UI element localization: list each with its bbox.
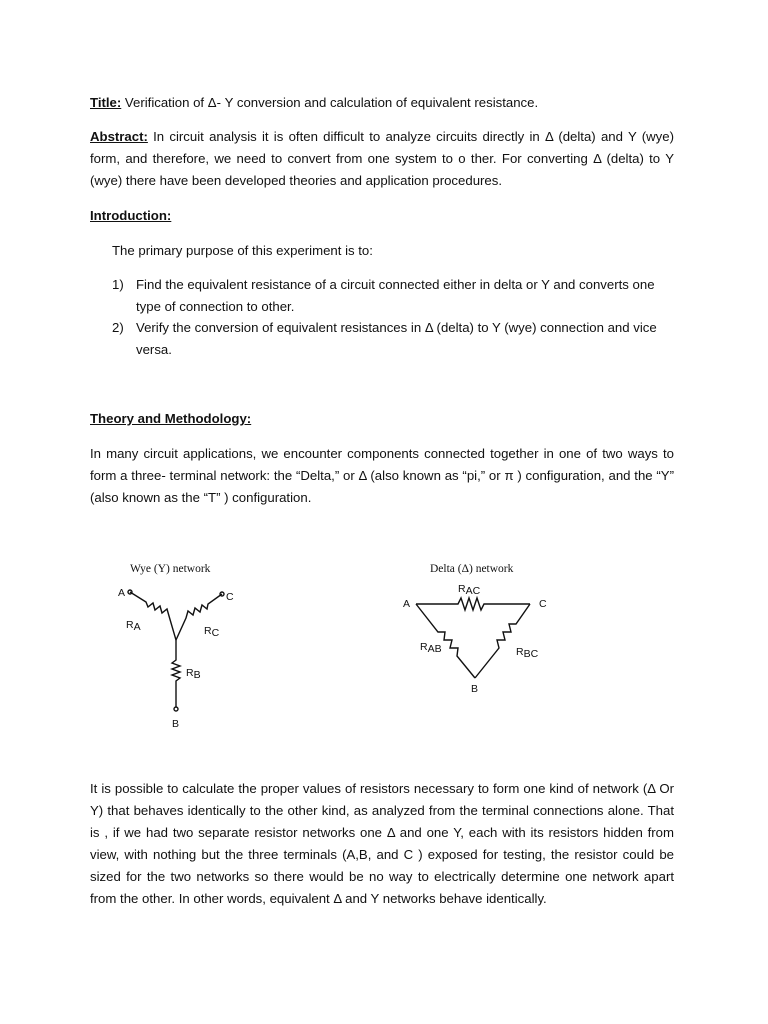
wye-label-ra: RA <box>126 619 141 633</box>
theory-paragraph-2: It is possible to calculate the proper values of resistors necessary to form one kind of network (Δ Or Y) that behaves identically to the other kind, as analyzed from the terminal connections alone. That is , if we had two separate resistor networks one Δ and one Y, each with its resistors hidden from view, with nothing but the three terminals (A,B, and C ) exposed for testing, the resistor could be sized for the two networks so there would be no way to electrically determine one network apart from the other. In other words, equivalent Δ and Y networks behave identically. <box>90 781 674 906</box>
delta-label-rac: RAC <box>458 583 481 597</box>
circuit-figure <box>108 552 548 732</box>
list-item-number: 2) <box>112 320 124 335</box>
introduction-lead: The primary purpose of this experiment is to: <box>112 243 373 258</box>
title-label: Title: <box>90 95 122 110</box>
wye-label-rc: RC <box>204 625 220 639</box>
abstract-paragraph <box>90 126 674 192</box>
wye-terminal-c: C <box>226 591 234 603</box>
delta-terminal-b: B <box>471 683 479 695</box>
delta-terminal-c: C <box>539 598 547 610</box>
delta-label-rab: RAB <box>420 641 442 655</box>
wye-caption: Wye (Y) network <box>130 563 211 575</box>
theory-paragraph-1: In many circuit applications, we encounter components connected together in one of two ways to form a three- terminal network: the “Delta,” or Δ (also known as “pi,” or π ) configuration, and the “Y” (also known as the “T” ) configuration. <box>90 446 674 505</box>
title-line <box>90 92 674 114</box>
wye-terminal-a: A <box>118 587 126 599</box>
title-text: Verification of Δ- Y conversion and calculation of equivalent resistance. <box>121 95 539 110</box>
introduction-heading-text: Introduction: <box>90 208 172 223</box>
abstract-text: In circuit analysis it is often difficult to analyze circuits directly in Δ (delta) and Y (wye) form, and therefore, we need to convert from one system to o ther. For converting Δ (delta) to Y (wye) there have been developed theories and application procedures. <box>90 129 674 188</box>
list-item-text: Find the equivalent resistance of a circuit connected either in delta or Y and converts one type of connection to other. <box>136 277 655 314</box>
theory-heading <box>90 408 674 430</box>
introduction-heading <box>90 205 674 227</box>
abstract-label: Abstract: <box>90 129 148 144</box>
delta-label-rbc: RBC <box>516 646 539 660</box>
delta-caption: Delta (Δ) network <box>430 563 514 575</box>
list-item-number: 1) <box>112 277 124 292</box>
wye-delta-diagram <box>108 552 548 732</box>
theory-heading-text: Theory and Methodology: <box>90 411 252 426</box>
wye-terminal-b: B <box>172 718 180 730</box>
wye-label-rb: RB <box>186 667 201 681</box>
list-item-text: Verify the conversion of equivalent resistances in Δ (delta) to Y (wye) connection and vice versa. <box>136 320 657 357</box>
delta-terminal-a: A <box>403 598 411 610</box>
